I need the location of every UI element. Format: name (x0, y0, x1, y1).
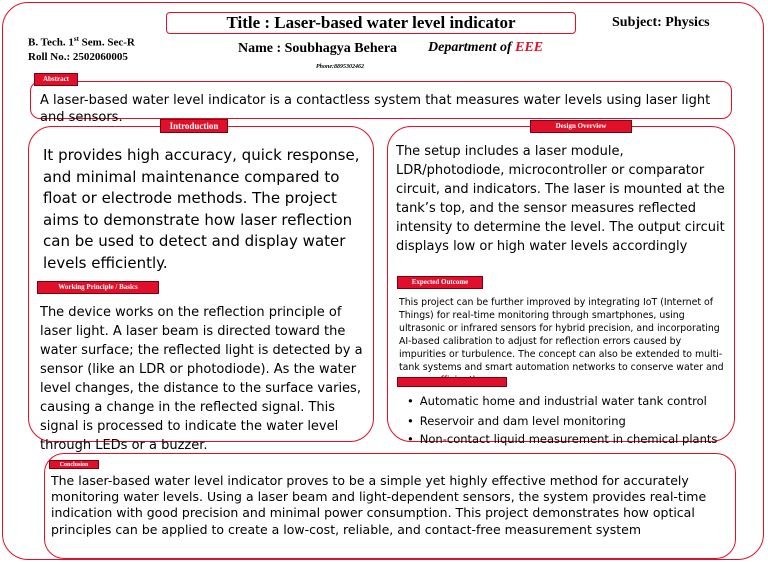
abstract-heading: Abstract (34, 73, 78, 86)
abstract-text: A laser-based water level indicator is a contactless system that measures water levels using laser light and sensors. (40, 93, 711, 125)
poster-title: Title : Laser-based water level indicator (166, 12, 576, 34)
course-info (28, 32, 135, 64)
application-item: • Reservoir and dam level monitoring (407, 411, 727, 431)
applications-heading-bar (397, 377, 507, 387)
department-name: EEE (515, 40, 544, 55)
course-line: B. Tech. 1st Sem. Sec-R (28, 35, 135, 49)
application-item: • Automatic home and industrial water tank control (407, 391, 727, 411)
expected-outcome-heading: Expected Outcome (397, 276, 483, 289)
introduction-heading: Introduction (160, 119, 228, 133)
working-principle-heading: Working Principle / Basics (37, 281, 159, 294)
expected-outcome-text: This project can be further improved by integrating IoT (Internet of Things) for real-time monitoring through smartphones, using ultrasonic or infrared sensors for hybrid precision, and incorporating AI-based calibration to adjust for reflection errors caused by impurities or turbulence. The concept can also be extended to multi-tank systems and smart automation networks to conserve water and (399, 297, 724, 373)
subject-label: Subject: Physics (612, 15, 710, 30)
working-principle-text: The device works on the reflection principle of laser light. A laser beam is directed toward the water surface; the reflected light is detected by a sensor (like an LDR or photodiode). As the water level changes, the distance to the surface varies, causing a change in the reflected signal. This signal is processed to indicate the water level through LEDs or a buzzer. (40, 305, 363, 453)
design-overview-heading: Design Overview (530, 120, 632, 133)
introduction-text: It provides high accuracy, quick response, and minimal maintenance compared to float or electrode methods. The project aims to demonstrate how laser reflection can be used to detect and display water levels efficiently. (43, 146, 360, 272)
conclusion-text: The laser-based water level indicator proves to be a simple yet highly effective method for accurately monitoring water levels. Using a laser beam and light-dependent sensors, the system provides real-time indication with good precision and minimal power consumption. This project demonstrates how optical principles can be applied to create a low-cost, reliable, and contact-free measurement system (51, 473, 707, 537)
phone-number: Phone:8895302462 (316, 64, 364, 70)
author-name: Name : Soubhagya Behera (238, 41, 398, 56)
department-label: Department of EEE (428, 40, 544, 55)
application-item: • Non-contact liquid measurement in chemical plants (407, 433, 727, 446)
design-overview-text: The setup includes a laser module, LDR/photodiode, microcontroller or comparator circuit, and indicators. The laser is mounted at the tank’s top, and the sensor measures reflected intensity to determine the level. The output circuit displays low or high water levels accordingly (396, 144, 725, 254)
applications-list (407, 391, 727, 446)
roll-number: Roll No.: 2502060005 (28, 50, 128, 63)
conclusion-heading: Conclusion (49, 460, 99, 469)
